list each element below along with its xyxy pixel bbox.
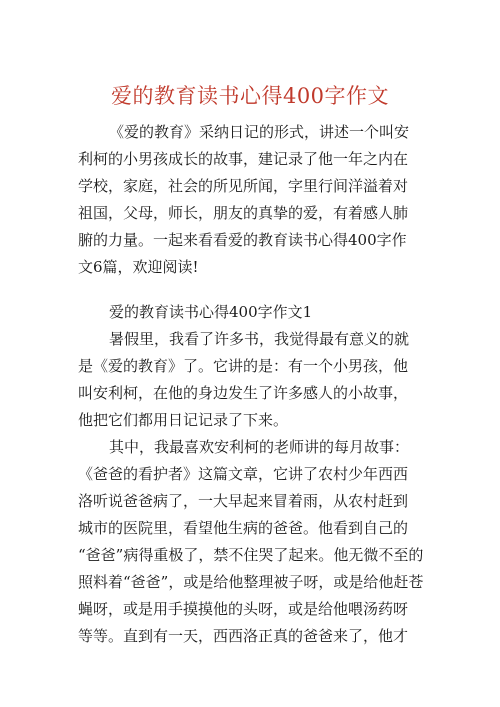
paragraph-line: 城市的医院里，看望他生病的爸爸。他看到自己的 <box>78 519 409 537</box>
intro-line: 利柯的小男孩成长的故事，建记录了他一年之内在 <box>78 150 409 168</box>
body-paragraph-2 <box>78 434 424 650</box>
intro-line: 祖国，父母，师长，朋友的真挚的爱，有着感人肺 <box>78 204 409 222</box>
paragraph-line: 他把它们都用日记记录了下来。 <box>78 411 289 429</box>
intro-line: 《爱的教育》采纳日记的形式，讲述一个叫安 <box>109 123 410 141</box>
paragraph-line: 是《爱的教育》了。它讲的是：有一个小男孩，他 <box>78 357 409 375</box>
paragraph-line: 暑假里，我看了许多书，我觉得最有意义的就 <box>109 330 410 348</box>
body-paragraph-1 <box>78 326 424 434</box>
paragraph-line: 照料着“爸爸”，或是给他整理被子呀，或是给他赶苍 <box>78 573 424 591</box>
section-heading: 爱的教育读书心得400字作文1 <box>109 303 313 321</box>
paragraph-line: “爸爸”病得重极了，禁不住哭了起来。他无微不至的 <box>78 546 424 564</box>
page-title: 爱的教育读书心得400字作文 <box>110 84 390 108</box>
paragraph-line: 等等。直到有一天，西西洛正真的爸爸来了，他才 <box>78 627 409 645</box>
paragraph-line: 其中，我最喜欢安利柯的老师讲的每月故事： <box>109 438 410 456</box>
paragraph-line: 叫安利柯，在他的身边发生了许多感人的小故事， <box>78 384 409 402</box>
intro-paragraph <box>78 119 424 281</box>
paragraph-line: 《爸爸的看护者》这篇文章，它讲了农村少年西西 <box>78 465 409 483</box>
intro-line: 学校，家庭，社会的所见所闻，字里行间洋溢着对 <box>78 177 409 195</box>
intro-line: 腑的力量。一起来看看爱的教育读书心得400字作 <box>78 231 407 249</box>
intro-line: 文6篇，欢迎阅读! <box>78 258 199 276</box>
paragraph-line: 蝇呀，或是用手摸摸他的头呀，或是给他喂汤药呀 <box>78 600 409 618</box>
paragraph-line: 洛听说爸爸病了，一大早起来冒着雨，从农村赶到 <box>78 492 409 510</box>
